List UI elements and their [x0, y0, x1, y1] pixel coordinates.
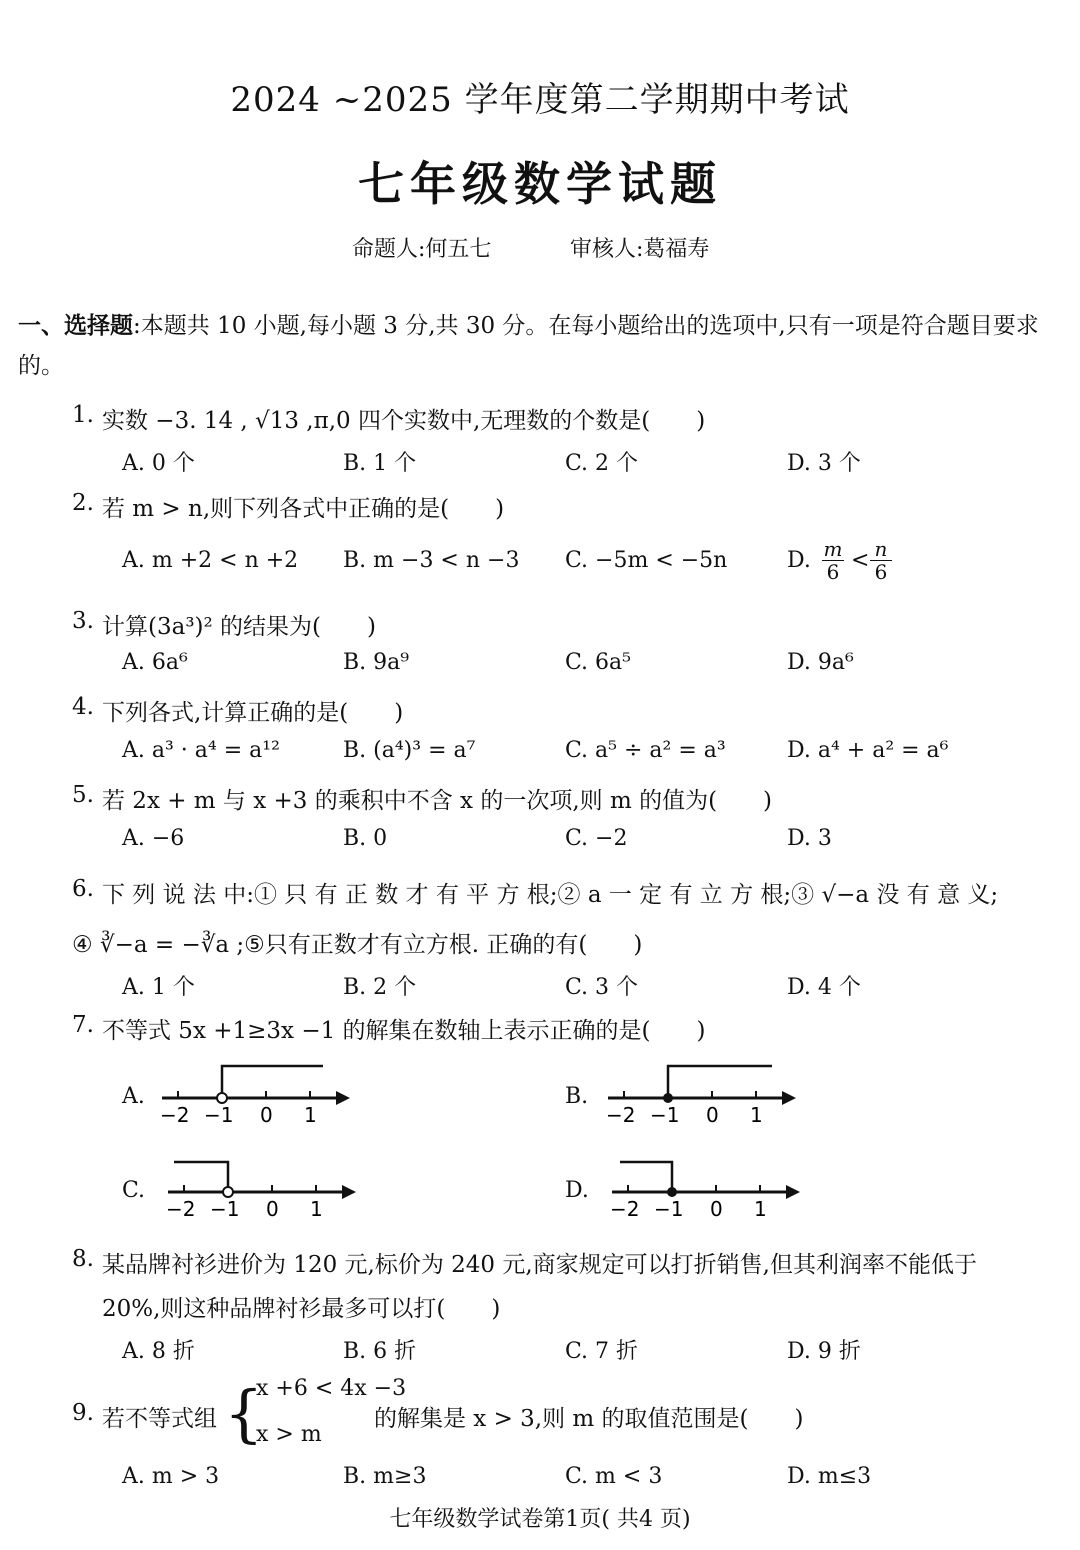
- section-intro: [18, 306, 1063, 386]
- q1-option-d: D. 3 个: [787, 451, 861, 476]
- q2-stem: 若 m > n,则下列各式中正确的是( ): [102, 496, 505, 522]
- q5-option-a: A. −6: [122, 826, 185, 851]
- q6-number: 6.: [72, 876, 94, 902]
- q8-option-b: B. 6 折: [343, 1339, 417, 1364]
- q2-option-d: D.: [787, 548, 811, 573]
- q5-option-d: D. 3: [787, 826, 832, 851]
- q9-option-b: B. m≥3: [343, 1464, 427, 1489]
- q4-option-a: A. a³ · a⁴ = a¹²: [122, 738, 280, 763]
- q1-option-b: B. 1 个: [343, 451, 417, 476]
- q4-number: 4.: [72, 694, 94, 720]
- tick-label: 0: [706, 1103, 719, 1127]
- q9-system-line1: x +6 < 4x −3: [256, 1376, 407, 1401]
- tick-label: 1: [304, 1103, 317, 1127]
- q2-frac2-num: n: [870, 538, 892, 561]
- q8-option-d: D. 9 折: [787, 1339, 861, 1364]
- tick-label: −2: [160, 1103, 190, 1127]
- q7-option-b: B.: [565, 1084, 589, 1109]
- q1-option-a: A. 0 个: [122, 451, 195, 476]
- q9-option-d: D. m≤3: [787, 1464, 872, 1489]
- q7-option-c: C.: [122, 1178, 146, 1203]
- q8-stem-line2: 20%,则这种品牌衬衫最多可以打( ): [102, 1296, 501, 1322]
- q2-option-a: A. m +2 < n +2: [122, 548, 299, 573]
- number-line-d: [608, 1152, 808, 1224]
- tick-label: −2: [606, 1103, 636, 1127]
- q7-number: 7.: [72, 1012, 94, 1038]
- q2-number: 2.: [72, 490, 94, 516]
- q4-option-c: C. a⁵ ÷ a² = a³: [565, 738, 726, 763]
- tick-label: 1: [750, 1103, 763, 1127]
- q1-option-c: C. 2 个: [565, 451, 639, 476]
- tick-label: 0: [710, 1197, 723, 1221]
- q5-option-c: C. −2: [565, 826, 628, 851]
- reviewer-label: 审核人:葛福寿: [570, 237, 710, 262]
- q8-option-a: A. 8 折: [122, 1339, 195, 1364]
- q8-option-c: C. 7 折: [565, 1339, 639, 1364]
- q6-option-d: D. 4 个: [787, 975, 861, 1000]
- tick-label: −1: [210, 1197, 240, 1221]
- number-line-c: [164, 1152, 364, 1224]
- q6-option-b: B. 2 个: [343, 975, 417, 1000]
- q9-stem: 若不等式组: [102, 1406, 217, 1432]
- q1-stem: 实数 −3. 14 , √13 ,π,0 四个实数中,无理数的个数是( ): [102, 408, 706, 434]
- q8-stem: 某品牌衬衫进价为 120 元,标价为 240 元,商家规定可以打折销售,但其利润率不能低于: [102, 1252, 977, 1278]
- tick-label: 1: [754, 1197, 767, 1221]
- q2-frac-op: <: [851, 548, 870, 573]
- q4-option-b: B. (a⁴)³ = a⁷: [343, 738, 476, 763]
- exam-title: 2024 ~2025 学年度第二学期期中考试: [230, 80, 850, 120]
- q6-stem: 下 列 说 法 中:① 只 有 正 数 才 有 平 方 根;② a 一 定 有 立 方 根;③ √−a 没 有 意 义;: [102, 882, 999, 908]
- q2-frac1: [822, 538, 844, 583]
- paper-title: 七年级数学试题: [358, 157, 722, 211]
- q3-number: 3.: [72, 608, 94, 634]
- q6-stem-line2: ④ ∛−a = −∛a ;⑤只有正数才有立方根. 正确的有( ): [72, 932, 643, 958]
- q3-option-d: D. 9a⁶: [787, 650, 854, 675]
- q2-frac2: [870, 538, 892, 583]
- q3-stem: 计算(3a³)² 的结果为( ): [102, 614, 376, 640]
- q9-stem-tail: 的解集是 x > 3,则 m 的取值范围是( ): [374, 1406, 804, 1432]
- tick-label: −2: [166, 1197, 196, 1221]
- tick-label: −1: [654, 1197, 684, 1221]
- number-line-a: [158, 1058, 358, 1130]
- q4-option-d: D. a⁴ + a² = a⁶: [787, 738, 949, 763]
- section-instructions: :本题共 10 小题,每小题 3 分,共 30 分。在每小题给出的选项中,只有一项是符合题目要求的。: [18, 313, 1039, 379]
- q9-number: 9.: [72, 1400, 94, 1426]
- tick-label: −1: [650, 1103, 680, 1127]
- q9-option-c: C. m < 3: [565, 1464, 663, 1489]
- q9-option-a: A. m > 3: [122, 1464, 220, 1489]
- q5-option-b: B. 0: [343, 826, 388, 851]
- q6-option-c: C. 3 个: [565, 975, 639, 1000]
- q7-option-d: D.: [565, 1178, 589, 1203]
- q8-number: 8.: [72, 1246, 94, 1272]
- author-label: 命题人:何五七: [352, 237, 492, 262]
- q6-option-a: A. 1 个: [122, 975, 195, 1000]
- q3-option-b: B. 9a⁹: [343, 650, 410, 675]
- tick-label: 0: [260, 1103, 273, 1127]
- number-line-b: [604, 1058, 804, 1130]
- q9-system-line2: x > m: [256, 1422, 322, 1447]
- q1-number: 1.: [72, 402, 94, 428]
- q9-brace: {: [224, 1377, 264, 1450]
- q2-frac1-den: 6: [826, 560, 840, 584]
- q2-frac1-num: m: [823, 537, 843, 561]
- tick-label: 1: [310, 1197, 323, 1221]
- q7-stem: 不等式 5x +1≥3x −1 的解集在数轴上表示正确的是( ): [102, 1018, 706, 1044]
- tick-label: −1: [204, 1103, 234, 1127]
- q2-frac2-den: 6: [874, 560, 888, 584]
- q3-option-c: C. 6a⁵: [565, 650, 631, 675]
- q2-option-c: C. −5m < −5n: [565, 548, 728, 573]
- q5-stem: 若 2x + m 与 x +3 的乘积中不含 x 的一次项,则 m 的值为( ): [102, 788, 773, 814]
- q7-option-a: A.: [122, 1084, 145, 1109]
- page-footer: 七年级数学试卷第1页( 共4 页): [389, 1507, 691, 1532]
- tick-label: 0: [266, 1197, 279, 1221]
- q5-number: 5.: [72, 782, 94, 808]
- tick-label: −2: [610, 1197, 640, 1221]
- q2-option-b: B. m −3 < n −3: [343, 548, 520, 573]
- section-heading: 一、选择题: [18, 313, 133, 339]
- q3-option-a: A. 6a⁶: [122, 650, 188, 675]
- q4-stem: 下列各式,计算正确的是( ): [102, 700, 404, 726]
